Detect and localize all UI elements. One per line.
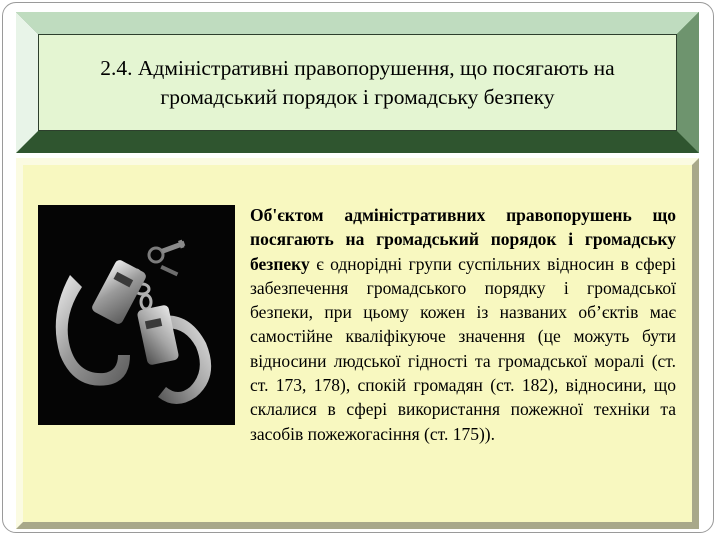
slide-title: 2.4. Адміністративні правопорушення, що посягають на громадський порядок і громадську безпеку — [100, 55, 615, 109]
title-box — [16, 12, 699, 153]
handcuffs-image — [38, 205, 235, 425]
title-bevel-bottom — [16, 131, 699, 153]
title-bevel-left — [16, 12, 38, 153]
title-face — [38, 34, 677, 131]
body-bold-lead: Об'єктом адміністративних правопорушень що посягають на громадський порядок і громадську безпеку — [250, 205, 676, 274]
body-paragraph — [250, 203, 676, 446]
content-panel — [16, 158, 699, 529]
body-rest: є однорідні групи суспільних відносин в сфері забезпечення громадського порядку і громадської безпеки, при цьому кожен із названих об’єктів має самостійне кваліфікуюче значення (це можуть бути відносини людської гідності та громадської моралі (ст. ст. 173, 178), спокій громадян (ст. 182), відносини, що склалися в сфері використання пожежної техніки та засобів пожежогасіння (ст. 175)). — [250, 253, 676, 444]
handcuffs-icon — [38, 205, 235, 425]
title-bevel-right — [677, 12, 699, 153]
title-bevel-top — [16, 12, 699, 34]
